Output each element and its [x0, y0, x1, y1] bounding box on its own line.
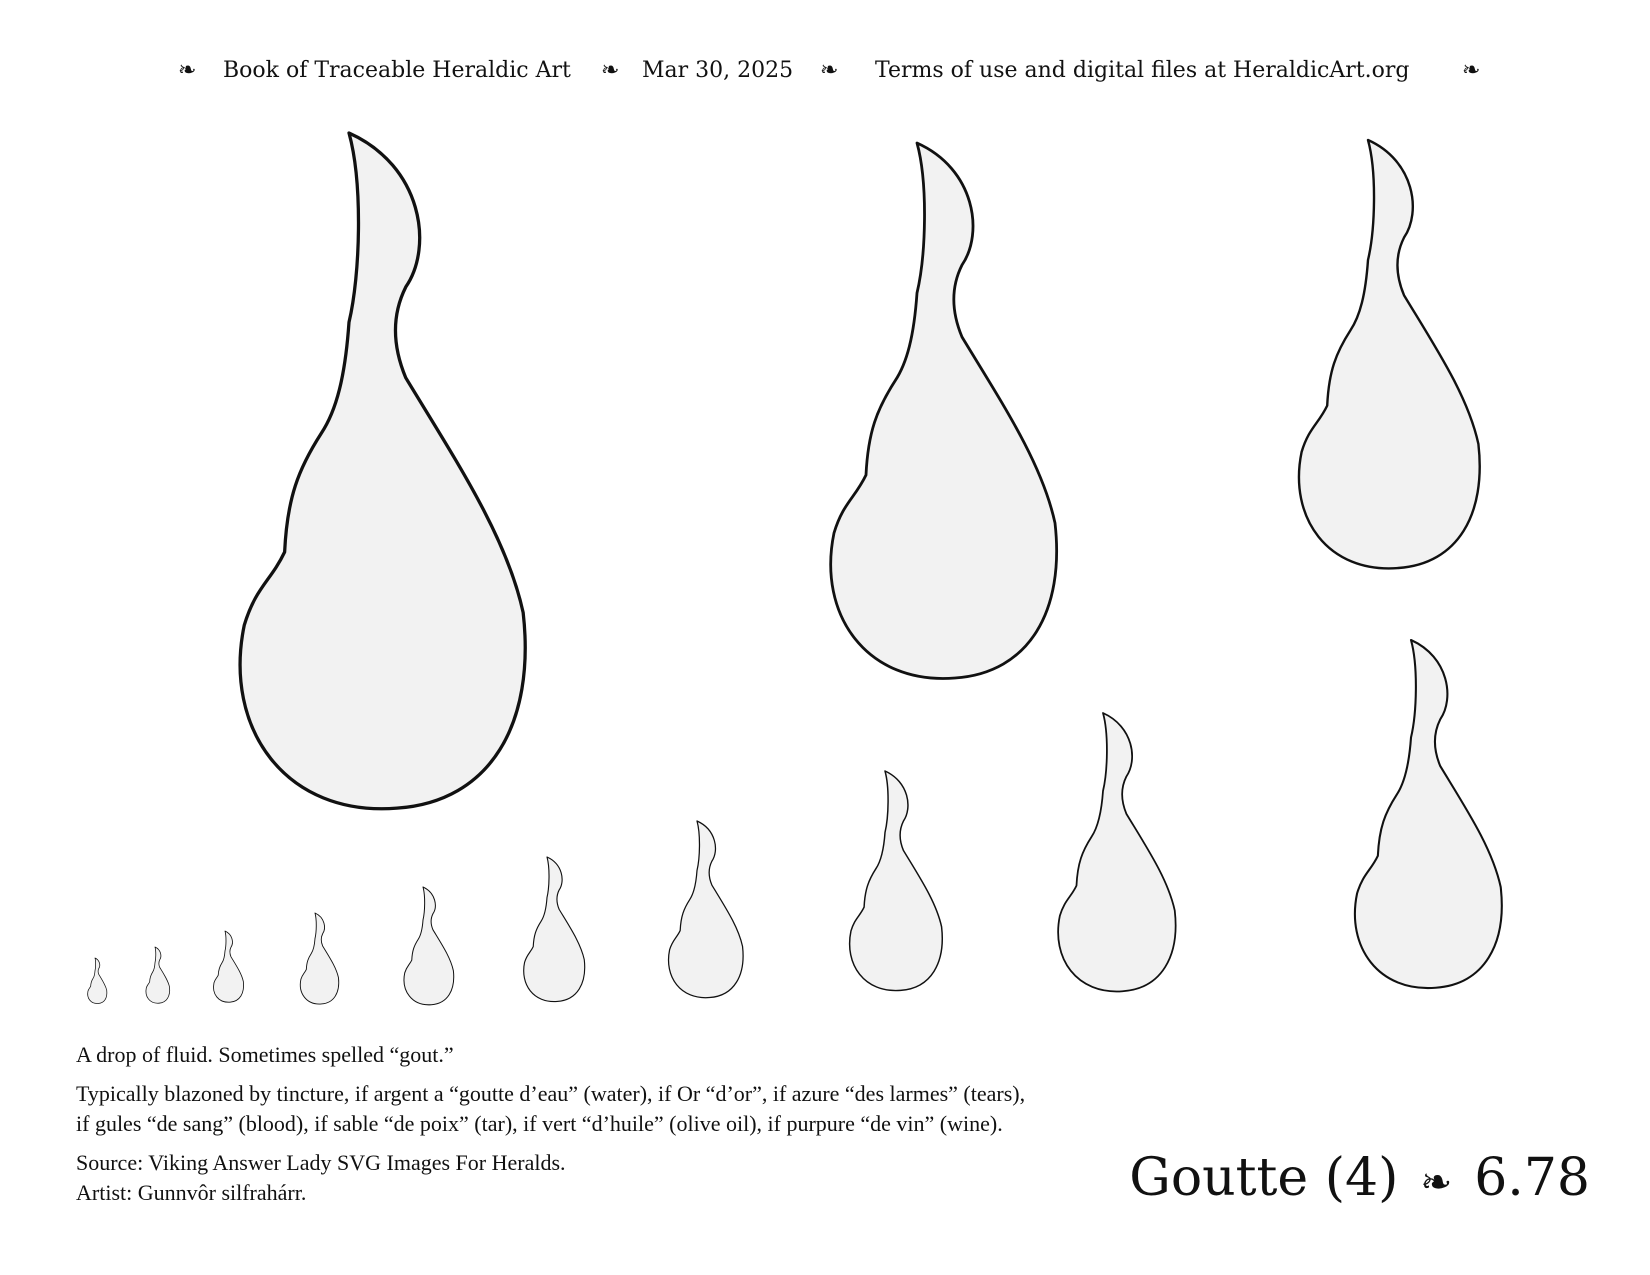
fleuron-icon: ❧ [178, 58, 197, 83]
plate-title [1129, 1148, 1590, 1208]
fleuron-icon: ❧ [1462, 58, 1481, 83]
fleuron-icon: ❧ [1420, 1160, 1453, 1204]
description-line-3: if gules “de sang” (blood), if sable “de poix” (tar), if vert “d’huile” (olive oil), if purpure “de vin” (wine). [76, 1111, 1003, 1136]
fleuron-icon: ❧ [601, 58, 620, 83]
goutte-drop-size-3 [146, 947, 170, 1003]
goutte-drop-size-4 [214, 931, 244, 1002]
goutte-drop-medium [831, 143, 1057, 678]
plate-number: 6.78 [1474, 1148, 1590, 1208]
goutte-drop-large [240, 133, 525, 809]
goutte-drop-upper-right [1299, 140, 1480, 568]
header-date: Mar 30, 2025 [642, 58, 794, 83]
terms-link[interactable]: Terms of use and digital files at HeraldicArt.org [875, 58, 1410, 83]
goutte-drop-lower-right [1355, 640, 1502, 988]
plate-name: Goutte (4) [1129, 1148, 1399, 1208]
fleuron-icon: ❧ [820, 58, 839, 83]
goutte-drop-size-8 [669, 821, 744, 998]
goutte-drop-size-10 [1058, 713, 1175, 991]
goutte-drop-size-6 [404, 887, 454, 1005]
goutte-drop-size-7 [524, 857, 585, 1002]
book-title: Book of Traceable Heraldic Art [223, 58, 571, 83]
source-credit: Source: Viking Answer Lady SVG Images For Heralds. [76, 1150, 566, 1175]
goutte-drop-size-2 [88, 958, 107, 1004]
goutte-drop-size-5 [300, 913, 338, 1004]
goutte-drop-size-9 [850, 771, 943, 991]
description-line-1: A drop of fluid. Sometimes spelled “gout.” [76, 1042, 454, 1067]
description-line-2: Typically blazoned by tincture, if argent a “goutte d’eau” (water), if Or “d’or”, if azure “des larmes” (tears), [76, 1081, 1026, 1106]
artist-credit: Artist: Gunnvôr silfrahárr. [76, 1180, 307, 1205]
